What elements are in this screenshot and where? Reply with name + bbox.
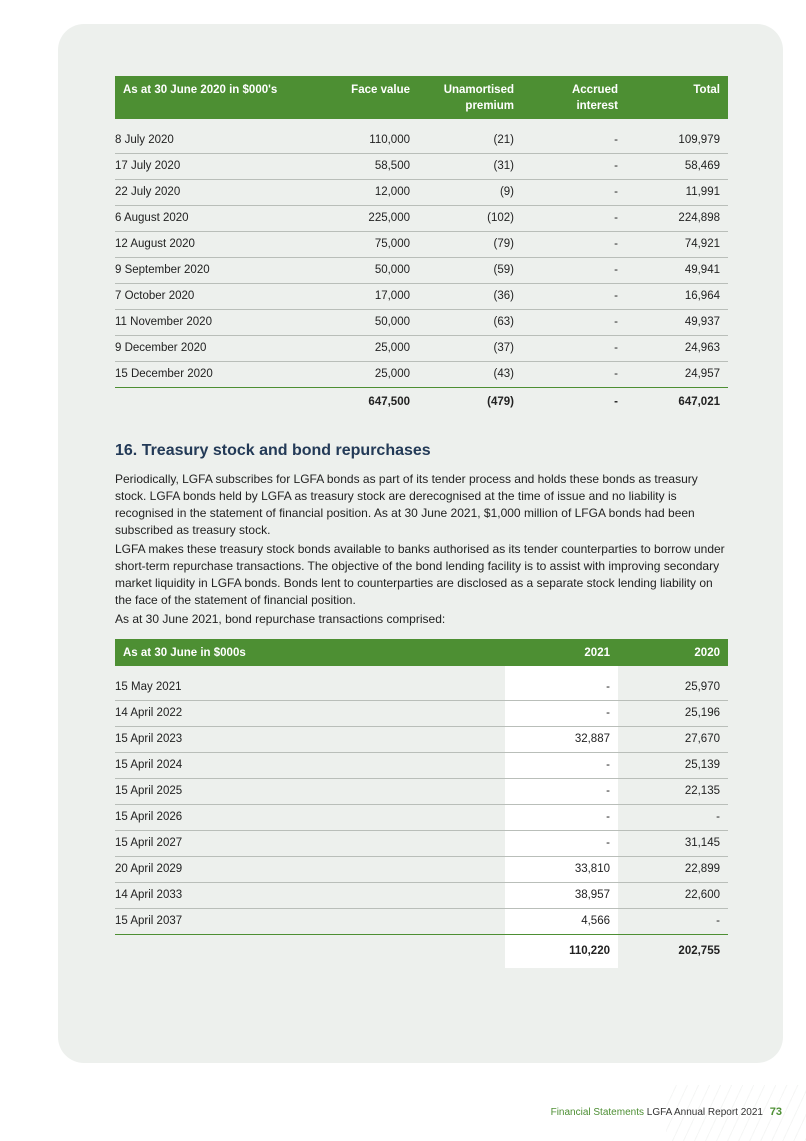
table-cell: 22,135	[618, 778, 728, 804]
column-header: 2020	[618, 639, 728, 666]
table-cell: 75,000	[325, 231, 418, 257]
table-row	[115, 127, 728, 153]
table-row	[115, 283, 728, 309]
table-cell: (36)	[418, 283, 522, 309]
table-cell: 11,991	[626, 179, 728, 205]
section-heading: 16. Treasury stock and bond repurchases	[115, 442, 431, 459]
table-cell: 15 April 2025	[115, 778, 505, 804]
table-cell: -	[522, 153, 626, 179]
table-cell: -	[505, 700, 618, 726]
table-cell: -	[505, 752, 618, 778]
table-cell: 225,000	[325, 205, 418, 231]
table-cell: -	[522, 257, 626, 283]
table-cell: -	[522, 335, 626, 361]
table-cell: -	[522, 361, 626, 387]
table-cell: (21)	[418, 127, 522, 153]
table-cell	[115, 387, 325, 417]
table-cell: 11 November 2020	[115, 309, 325, 335]
table-cell: 38,957	[505, 882, 618, 908]
table-row	[115, 335, 728, 361]
table-cell: (59)	[418, 257, 522, 283]
table-cell: 15 December 2020	[115, 361, 325, 387]
table-row	[115, 231, 728, 257]
table-cell: -	[522, 127, 626, 153]
table-cell: -	[522, 309, 626, 335]
table-cell: 4,566	[505, 908, 618, 934]
table-cell: -	[505, 778, 618, 804]
table-cell: 17,000	[325, 283, 418, 309]
paragraph: As at 30 June 2021, bond repurchase transactions comprised:	[115, 612, 446, 626]
table-cell: 25,139	[618, 752, 728, 778]
table-row	[115, 726, 728, 752]
table-cell: 24,963	[626, 335, 728, 361]
spacer-cell	[626, 119, 728, 127]
column-header: Face value	[325, 76, 418, 119]
spacer-row	[115, 666, 728, 674]
table-cell: 109,979	[626, 127, 728, 153]
table-cell: (102)	[418, 205, 522, 231]
table-cell: 27,670	[618, 726, 728, 752]
table-cell: 110,220	[505, 934, 618, 968]
table-cell: -	[614, 396, 618, 409]
table-cell: -	[618, 908, 728, 934]
table-cell: 22,600	[618, 882, 728, 908]
table-cell: 12,000	[325, 179, 418, 205]
table-cell: 647,500	[368, 396, 410, 409]
table-cell: 9 December 2020	[115, 335, 325, 361]
footer-section: Financial Statements	[550, 1107, 644, 1118]
table-cell: 25,000	[325, 335, 418, 361]
table-cell: 15 April 2027	[115, 830, 505, 856]
table-cell: 9 September 2020	[115, 257, 325, 283]
table-cell: 32,887	[505, 726, 618, 752]
totals-row	[115, 934, 728, 968]
bond-maturities-table	[115, 76, 728, 417]
totals-row	[115, 387, 728, 417]
column-header: Total	[626, 76, 728, 119]
table-row	[115, 908, 728, 934]
table-cell: 17 July 2020	[115, 153, 325, 179]
table-cell: 224,898	[626, 205, 728, 231]
table-cell: 31,145	[618, 830, 728, 856]
table-cell: 12 August 2020	[115, 231, 325, 257]
table-row	[115, 778, 728, 804]
table-cell: 20 April 2029	[115, 856, 505, 882]
column-header: As at 30 June 2020 in $000's	[115, 76, 325, 119]
table-cell: 22 July 2020	[115, 179, 325, 205]
table-cell: 25,000	[325, 361, 418, 387]
table-cell: 15 May 2021	[115, 674, 505, 700]
page-footer	[551, 1106, 782, 1118]
spacer-cell	[522, 119, 626, 127]
table-row	[115, 752, 728, 778]
table-cell	[115, 934, 505, 968]
table-cell: 16,964	[626, 283, 728, 309]
spacer-cell	[505, 666, 618, 674]
table-cell: 15 April 2037	[115, 908, 505, 934]
table-cell: 58,469	[626, 153, 728, 179]
table-cell: -	[522, 231, 626, 257]
table-cell: 25,970	[618, 674, 728, 700]
table-row	[115, 153, 728, 179]
table-cell: 8 July 2020	[115, 127, 325, 153]
table-cell: -	[522, 179, 626, 205]
table-cell: 15 April 2026	[115, 804, 505, 830]
spacer-row	[115, 119, 728, 127]
table-cell: 24,957	[626, 361, 728, 387]
table-cell: 22,899	[618, 856, 728, 882]
table-row	[115, 361, 728, 387]
table-cell: -	[522, 205, 626, 231]
table-cell: 14 April 2022	[115, 700, 505, 726]
table-cell: 50,000	[325, 309, 418, 335]
table-header-row	[115, 76, 728, 119]
table-row	[115, 309, 728, 335]
spacer-cell	[618, 666, 728, 674]
table-cell: (31)	[418, 153, 522, 179]
column-header: As at 30 June in $000s	[115, 639, 505, 666]
table-cell: (37)	[418, 335, 522, 361]
spacer-cell	[115, 666, 505, 674]
table-cell: 202,755	[678, 945, 720, 958]
table-row	[115, 179, 728, 205]
table-cell: (63)	[418, 309, 522, 335]
table-cell: 50,000	[325, 257, 418, 283]
table-row	[115, 856, 728, 882]
paragraph: Periodically, LGFA subscribes for LGFA bonds as part of its tender process and holds these bonds as treasury stock. LGFA bonds held by LGFA as treasury stock are derecognised at the time of issue and no liability is recognised in the statement of financial position. As at 30 June 2021, $1,000 million of LFGA bonds had been subscribed as treasury stock.	[115, 472, 698, 537]
table-cell: 110,000	[325, 127, 418, 153]
table-cell: 58,500	[325, 153, 418, 179]
page-number: 73	[769, 1106, 782, 1118]
paragraph: LGFA makes these treasury stock bonds available to banks authorised as its tender counterparties to borrow under short-term repurchase transactions. The objective of the bond lending facility is to assist with improving secondary market liquidity in LGFA bonds. Bonds lent to counterparties are disclosed as a separate stock lending liability on the face of the statement of financial position.	[115, 542, 725, 607]
table-cell: 25,196	[618, 700, 728, 726]
table-cell: -	[505, 674, 618, 700]
table-cell: (79)	[418, 231, 522, 257]
table-row	[115, 674, 728, 700]
spacer-cell	[418, 119, 522, 127]
table-cell: -	[522, 283, 626, 309]
table-cell: (479)	[487, 396, 514, 409]
table-row	[115, 700, 728, 726]
spacer-cell	[325, 119, 418, 127]
table-cell: 49,941	[626, 257, 728, 283]
table-header-row	[115, 639, 728, 666]
footer-report: LGFA Annual Report 2021	[646, 1107, 763, 1118]
table-cell: (9)	[418, 179, 522, 205]
table-cell: -	[618, 804, 728, 830]
table-cell: 647,021	[678, 396, 720, 409]
table-cell: 33,810	[505, 856, 618, 882]
table-cell: 7 October 2020	[115, 283, 325, 309]
column-header: 2021	[505, 639, 618, 666]
table-cell: 74,921	[626, 231, 728, 257]
table-row	[115, 804, 728, 830]
table-row	[115, 257, 728, 283]
table-cell: 6 August 2020	[115, 205, 325, 231]
table-row	[115, 205, 728, 231]
table-cell: 15 April 2024	[115, 752, 505, 778]
spacer-cell	[115, 119, 325, 127]
table-row	[115, 830, 728, 856]
column-header: Accrued interest	[522, 76, 626, 119]
table-row	[115, 882, 728, 908]
table-cell: 14 April 2033	[115, 882, 505, 908]
table-cell: (43)	[418, 361, 522, 387]
bond-repurchase-table	[115, 639, 728, 968]
table-cell: 15 April 2023	[115, 726, 505, 752]
table-cell: -	[505, 804, 618, 830]
column-header: Unamortised premium	[418, 76, 522, 119]
table-cell: 49,937	[626, 309, 728, 335]
table-cell: -	[505, 830, 618, 856]
